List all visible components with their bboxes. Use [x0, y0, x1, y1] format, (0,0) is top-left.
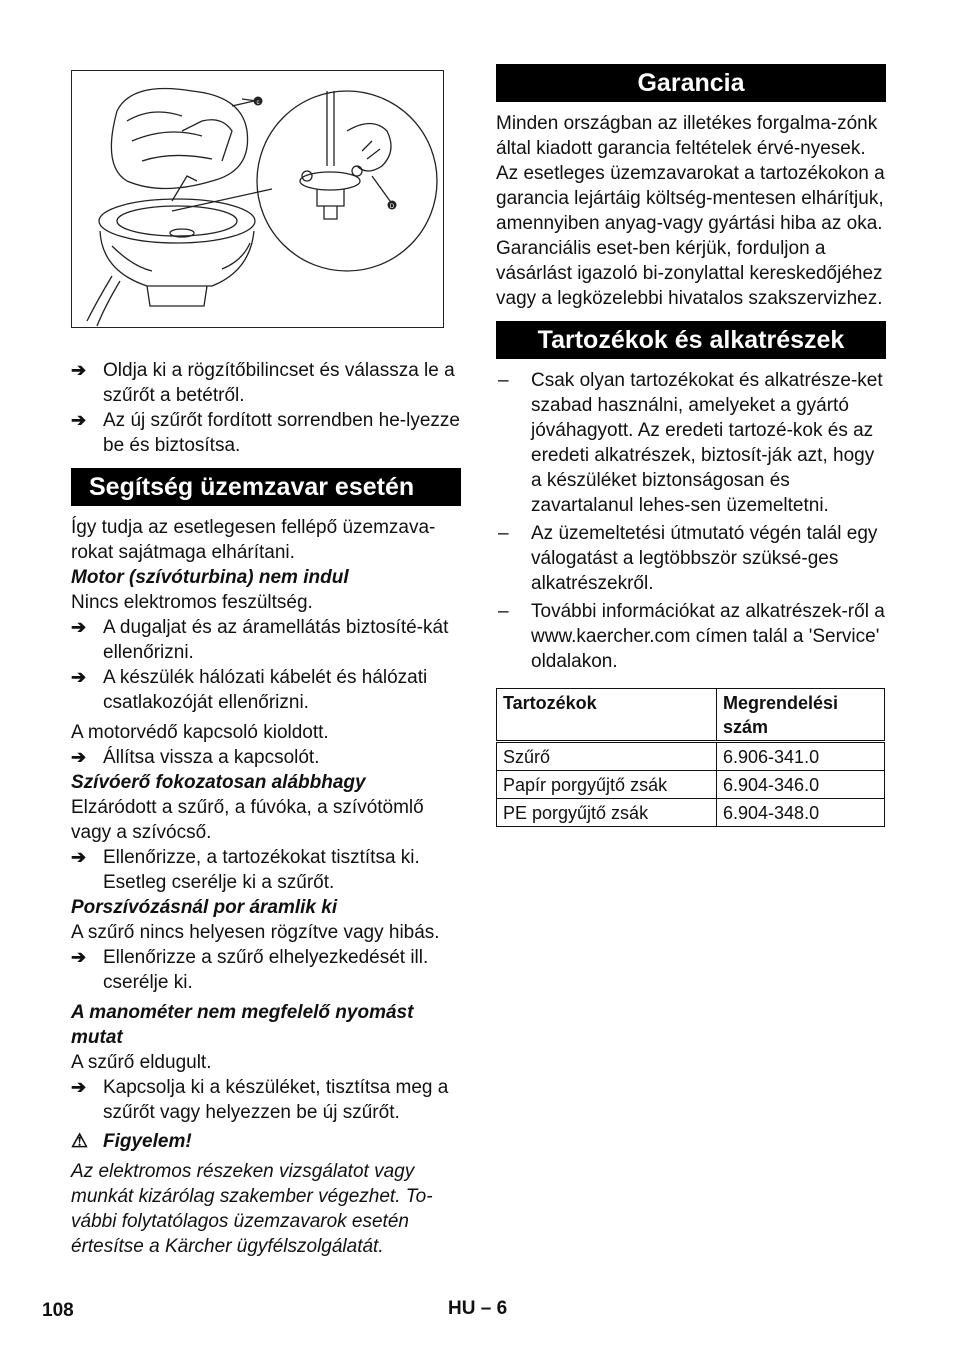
arrow-right-icon: ➔ — [71, 360, 87, 380]
table-row — [497, 742, 885, 771]
arrow-right-icon: ➔ — [71, 847, 87, 867]
step-item: ➔ Kapcsolja ki a készüléket, tisztítsa meg a szűrőt vagy helyezzen be új szűrőt. — [71, 1077, 449, 1123]
warning-text: Az elektromos részeken vizsgálatot vagy munkát kizárólag szakember végezhet. To-vábbi folytatólagos üzemzavarok esetén értesítse a Kärcher ügyfélszolgálatát. — [71, 1161, 433, 1257]
table-cell: Papír porgyűjtő zsák — [497, 771, 717, 799]
step-item: ➔ Oldja ki a rögzítőbilincset és válassza le a szűrőt a betétről. — [71, 360, 455, 406]
left-column — [71, 70, 461, 1259]
fault-cause: Elzáródott a szűrő, a fúvóka, a szívótömlő vagy a szívócső. — [71, 797, 424, 843]
filter-replacement-illustration — [71, 70, 444, 328]
label-d: D — [389, 204, 395, 210]
step-item: ➔ Ellenőrizze a szűrő elhelyezkedését ill. cserélje ki. — [71, 947, 429, 993]
fault-title: A manométer nem megfelelő nyomást mutat — [71, 1002, 414, 1048]
table-header: Tartozékok — [497, 689, 717, 742]
step-item: ➔ Állítsa vissza a kapcsolót. — [71, 747, 320, 768]
fault-title: Porszívózásnál por áramlik ki — [71, 897, 338, 918]
arrow-right-icon: ➔ — [71, 947, 87, 967]
table-cell: 6.904-346.0 — [717, 771, 885, 799]
arrow-right-icon: ➔ — [71, 667, 87, 687]
page-number: 108 — [42, 1300, 74, 1321]
list-item: – Az üzemeltetési útmutató végén talál egy válogatást a legtöbbször szüksé-ges alkatrészekről. — [498, 523, 878, 594]
table-row — [497, 799, 885, 827]
step-item: ➔ A dugaljat és az áramellátás biztosíté-kát ellenőrizni. — [71, 617, 449, 663]
fault-cause: A szűrő nincs helyesen rögzítve vagy hibás. — [71, 922, 440, 943]
list-item: – Csak olyan tartozékokat és alkatrésze-ket szabad használni, amelyeket a gyártó jóváhagyott. Az eredeti tartozé-kok és az eredeti alkatrészek, biztosít-ják azt, hogy a készüléket biztonságosan és zavartalanul lehes-sen üzemeltetni. — [498, 370, 883, 516]
fault-title: Motor (szívóturbina) nem indul — [71, 567, 349, 588]
fault-cause: A szűrő eldugult. — [71, 1052, 212, 1073]
arrow-right-icon: ➔ — [71, 1077, 87, 1097]
step-item: ➔ Ellenőrizze, a tartozékokat tisztítsa ki. Esetleg cserélje ki a szűrőt. — [71, 847, 420, 893]
table-cell: PE porgyűjtő zsák — [497, 799, 717, 827]
list-item: – További információkat az alkatrészek-ről a www.kaercher.com címen talál a 'Service' oldalakon. — [498, 601, 885, 672]
arrow-right-icon: ➔ — [71, 617, 87, 637]
step-item: ➔ A készülék hálózati kábelét és hálózati csatlakozóját ellenőrizni. — [71, 667, 428, 713]
vacuum-filter-drawing — [72, 71, 445, 329]
table-cell: Szűrő — [497, 742, 717, 771]
arrow-right-icon: ➔ — [71, 747, 87, 767]
accessories-table — [496, 688, 885, 827]
fault-cause: Nincs elektromos feszültség. — [71, 592, 313, 613]
warranty-text: Minden országban az illetékes forgalma-zónk által kiadott garancia feltételek érvé-nyesek. Az esetleges üzemzavarokat a tartozékokon a garancia lejártáig költség-mentesen elhárítjuk, amennyiben anyag-vagy gyártási hiba az oka. Garanciális eset-ben kérjük, forduljon a vásárlást igazoló bi-zonylattal kereskedőjéhez vagy a legközelebbi hivatalos szakszervizhez. — [496, 113, 885, 309]
troubleshooting-intro: Így tudja az esetlegesen fellépő üzemzava-rokat sajátmaga elhárítani. — [71, 517, 436, 563]
warning-heading: ⚠ Figyelem! — [71, 1131, 192, 1152]
table-row — [497, 771, 885, 799]
table-header: Megrendelési szám — [717, 689, 885, 742]
warning-triangle-icon: ⚠ — [71, 1131, 89, 1152]
section-heading-troubleshooting: Segítség üzemzavar esetén — [71, 468, 461, 506]
label-c: c — [256, 100, 260, 106]
fault-cause: A motorvédő kapcsoló kioldott. — [71, 722, 329, 743]
right-column — [496, 64, 886, 827]
section-heading-warranty: Garancia — [496, 64, 886, 102]
section-heading-accessories: Tartozékok és alkatrészek — [496, 321, 886, 359]
table-cell: 6.904-348.0 — [717, 799, 885, 827]
table-cell: 6.906-341.0 — [717, 742, 885, 771]
fault-title: Szívóerő fokozatosan alábbhagy — [71, 772, 366, 793]
arrow-right-icon: ➔ — [71, 410, 87, 430]
language-page-label: HU – 6 — [448, 1298, 508, 1319]
step-item: ➔ Az új szűrőt fordított sorrendben he-lyezze be és biztosítsa. — [71, 410, 460, 456]
table-header-row — [497, 689, 885, 742]
